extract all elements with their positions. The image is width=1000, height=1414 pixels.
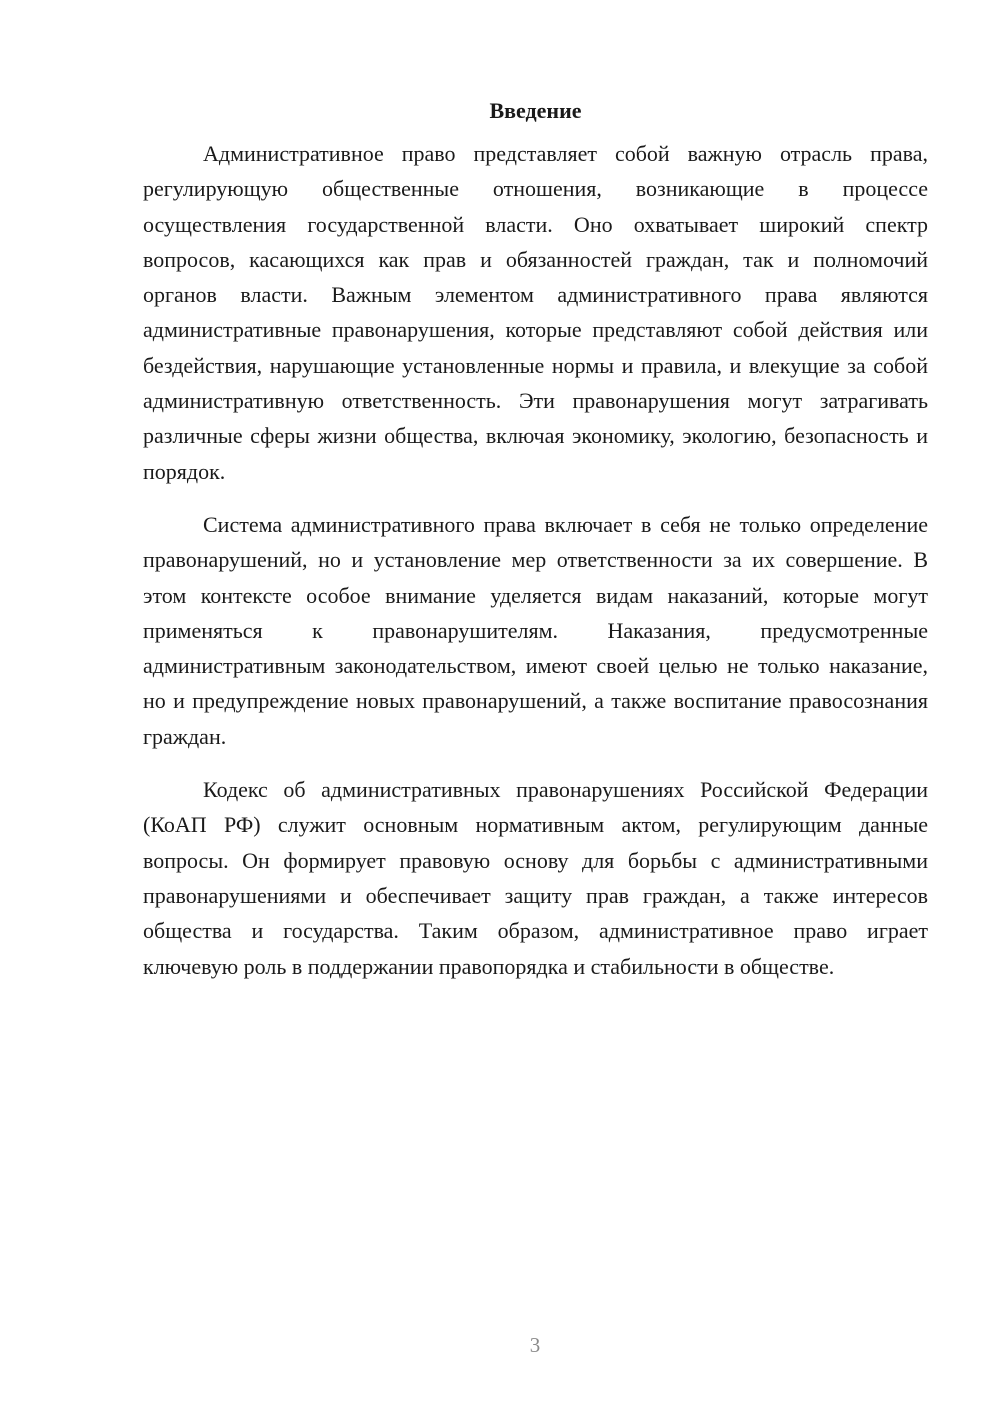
- page-number: 3: [529, 1333, 541, 1357]
- page-title: Введение: [489, 98, 582, 123]
- paragraph-3: Кодекс об административных правонарушениях Российской Федерации (КоАП РФ) служит основным нормативным актом, регулирующим данные вопросы. Он формирует правовую основу для борьбы с административными правонарушениями и обеспечивает защиту прав граждан, а также интересов общества и государства. Таким образом, административное право играет ключевую роль в поддержании правопорядка и стабильности в обществе.: [143, 777, 928, 979]
- page-content: [143, 96, 928, 984]
- paragraph-2: Система административного права включает в себя не только определение правонарушений, но и установление мер ответственности за их совершение. В этом контексте особое внимание уделяется видам наказаний, которые могут применяться к правонарушителям. Наказания, предусмотренные административным законодательством, имеют своей целью не только наказание, но и предупреждение новых правонарушений, а также воспитание правосознания граждан.: [143, 511, 928, 749]
- paragraph-1: Административное право представляет собой важную отрасль права, регулирующую общественные отношения, возникающие в процессе осуществления государственной власти. Оно охватывает широкий спектр вопросов, касающихся как прав и обязанностей граждан, так и полномочий органов власти. Важным элементом административного права являются административные правонарушения, которые представляют собой действия или бездействия, нарушающие установленные нормы и правила, и влекущие за собой административную ответственность. Эти правонарушения могут затрагивать различные сферы жизни общества, включая экономику, экологию, безопасность и порядок.: [143, 141, 928, 484]
